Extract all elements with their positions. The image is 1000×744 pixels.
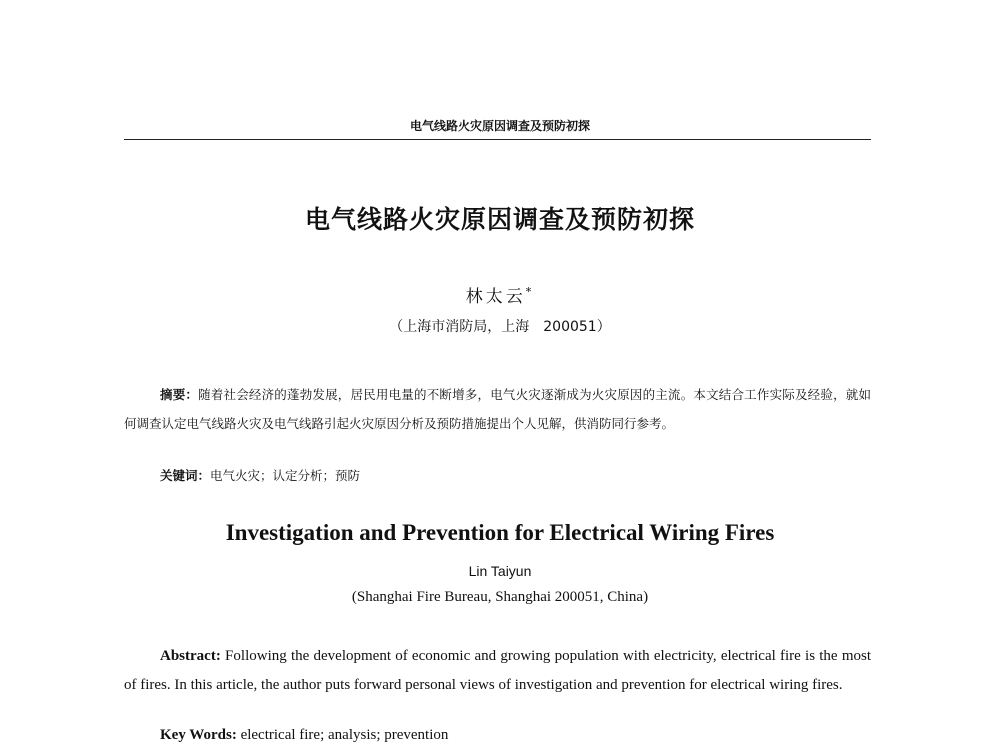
- chinese-author: [0, 282, 1000, 307]
- english-keywords-label: Key Words:: [160, 727, 237, 743]
- running-head: 电气线路火灾原因调查及预防初探: [409, 119, 590, 133]
- chinese-affiliation: （上海市消防局，上海 200051）: [389, 319, 611, 335]
- english-abstract-label: Abstract:: [160, 648, 221, 664]
- chinese-abstract-label: 摘要：: [160, 387, 199, 402]
- english-abstract-text: Following the development of economic and growing population with electricity, electrical fire is the most of fires. In this article, the author puts forward personal views of investigation and prevention for electrical wiring fires.: [124, 648, 871, 693]
- english-keywords: [160, 727, 448, 744]
- chinese-author-name: 林太云: [465, 287, 526, 307]
- chinese-keywords: [160, 466, 360, 484]
- english-affiliation: (Shanghai Fire Bureau, Shanghai 200051, China): [351, 589, 649, 605]
- english-title: Investigation and Prevention for Electrical Wiring Fires: [225, 520, 775, 545]
- author-footnote-mark: *: [525, 285, 535, 299]
- chinese-keywords-text: 电气火灾；认定分析；预防: [210, 468, 361, 483]
- chinese-abstract: [124, 380, 871, 438]
- header-rule: [124, 139, 871, 140]
- chinese-title: 电气线路火灾原因调查及预防初探: [304, 205, 695, 234]
- english-author: Lin Taiyun: [468, 563, 532, 579]
- english-abstract: [124, 642, 871, 700]
- chinese-keywords-label: 关键词：: [160, 468, 211, 483]
- chinese-abstract-text: 随着社会经济的蓬勃发展，居民用电量的不断增多，电气火灾逐渐成为火灾原因的主流。本文结合工作实际及经验，就如何调查认定电气线路火灾及电气线路引起火灾原因分析及预防措施提出个人见解，供消防同行参考。: [124, 387, 871, 431]
- english-keywords-text: electrical fire; analysis; prevention: [236, 727, 449, 743]
